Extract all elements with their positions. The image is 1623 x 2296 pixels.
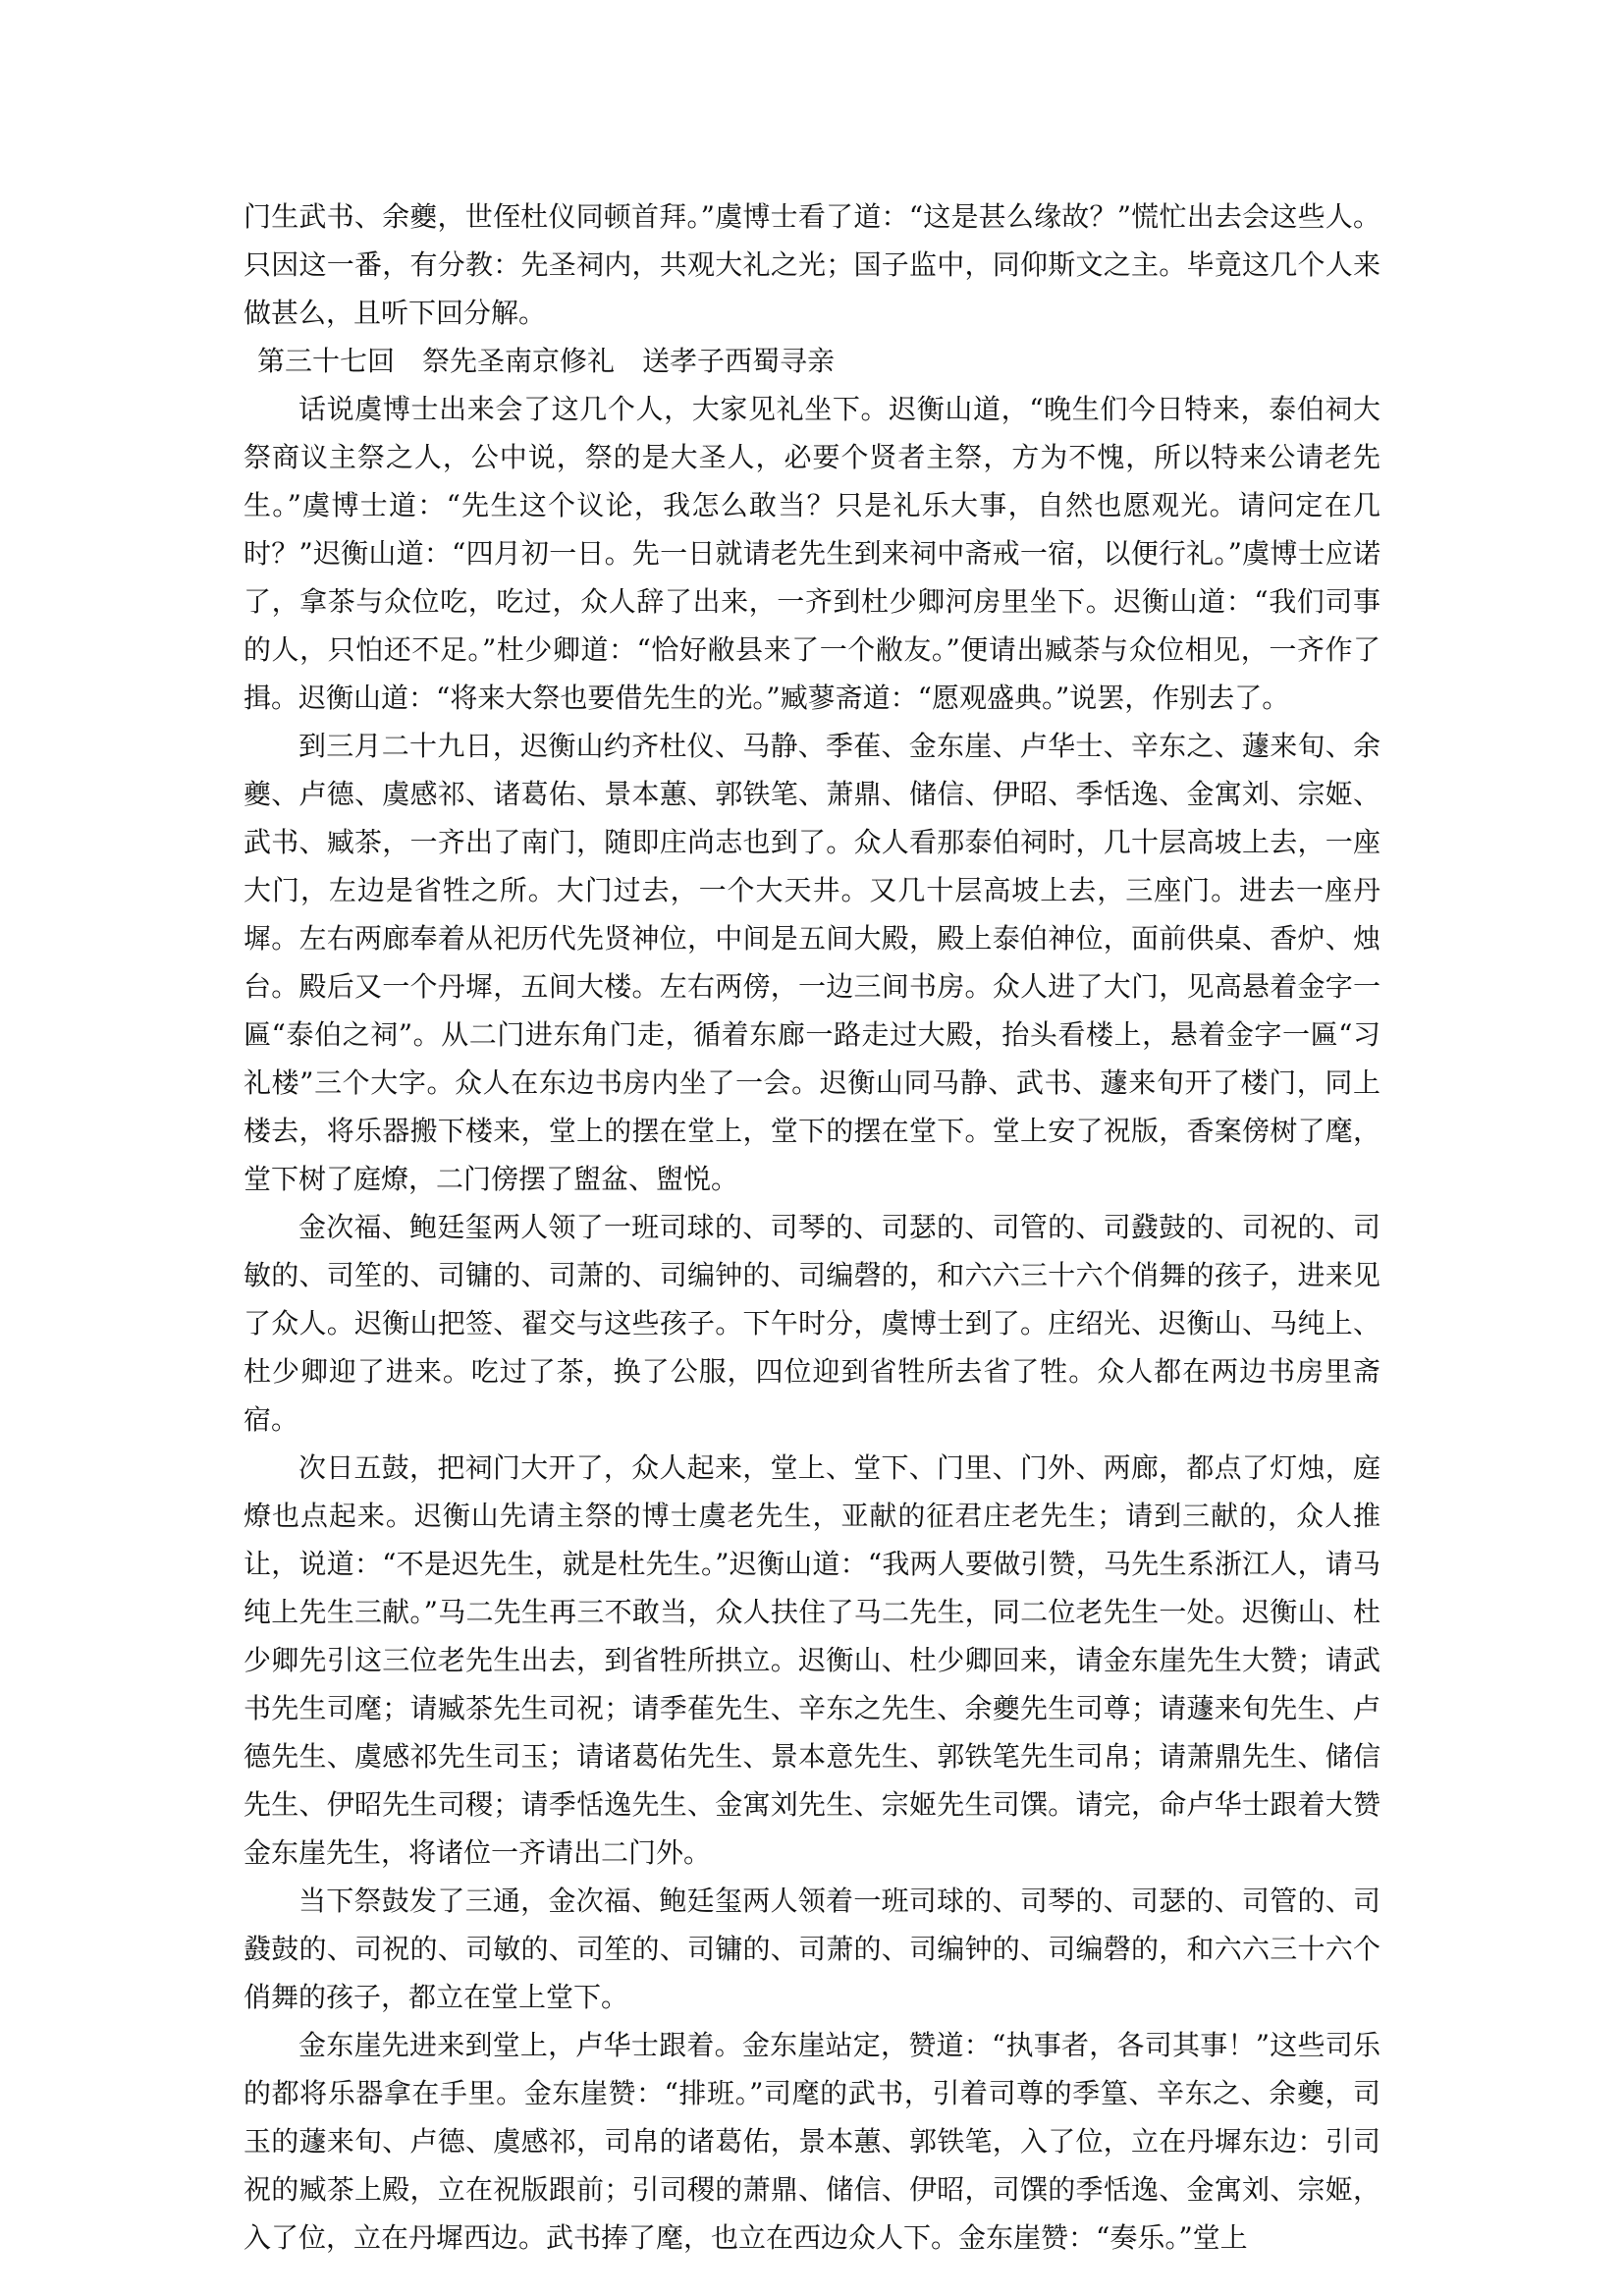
chapter-title: 第三十七回 祭先圣南京修礼 送孝子西蜀寻亲 bbox=[257, 345, 836, 377]
paragraph-drums: 当下祭鼓发了三通，金次福、鲍廷玺两人领着一班司球的、司琴的、司瑟的、司管的、司鼗鼓的、司祝的、司敏的、司笙的、司镛的、司萧的、司编钟的、司编磬的，和六六三十六个俏舞的孩子，都立在堂上堂下。 bbox=[243, 1885, 1380, 2013]
paragraph-invitation: 话说虞博士出来会了这几个人，大家见礼坐下。迟衡山道，“晚生们今日特来，泰伯祠大祭商议主祭之人，公中说，祭的是大圣人，必要个贤者主祭，方为不愧，所以特来公请老先生。”虞博士道：“先生这个议论，我怎么敢当？只是礼乐大事，自然也愿观光。请问定在几时？”迟衡山道：“四月初一日。先一日就请老先生到来祠中斋戒一宿，以便行礼。”虞博士应诺了，拿茶与众位吃，吃过，众人辞了出来，一齐到杜少卿河房里坐下。迟衡山道：“我们司事的人，只怕还不足。”杜少卿道：“恰好敝县来了一个敝友。”便请出臧荼与众位相见，一齐作了揖。迟衡山道：“将来大祭也要借先生的光。”臧蓼斋道：“愿观盛典。”说罢，作别去了。 bbox=[243, 393, 1380, 714]
paragraph-musicians-arrive: 金次福、鲍廷玺两人领了一班司球的、司琴的、司瑟的、司管的、司鼗鼓的、司祝的、司敏的、司笙的、司镛的、司萧的、司编钟的、司编磬的，和六六三十六个俏舞的孩子，进来见了众人。迟衡山把签、翟交与这些孩子。下午时分，虞博士到了。庄绍光、迟衡山、马纯上、杜少卿迎了进来。吃过了茶，换了公服，四位迎到省牲所去省了牲。众人都在两边书房里斋宿。 bbox=[243, 1211, 1380, 1436]
document-page bbox=[243, 192, 1380, 2262]
paragraph-assignments: 次日五鼓，把祠门大开了，众人起来，堂上、堂下、门里、门外、两廊，都点了灯烛，庭燎也点起来。迟衡山先请主祭的博士虞老先生，亚献的征君庄老先生；请到三献的，众人推让，说道：“不是迟先生，就是杜先生。”迟衡山道：“我两人要做引赞，马先生系浙江人，请马纯上先生三献。”马二先生再三不敢当，众人扶住了马二先生，同二位老先生一处。迟衡山、杜少卿先引这三位老先生出去，到省牲所拱立。迟衡山、杜少卿回来，请金东崖先生大赞；请武书先生司麾；请臧茶先生司祝；请季萑先生、辛东之先生、余夔先生司尊；请蘧来旬先生、卢德先生、虞感祁先生司玉；请诸葛佑先生、景本意先生、郭铁笔先生司帛；请萧鼎先生、储信先生、伊昭先生司稷；请季恬逸先生、金寓刘先生、宗姬先生司馔。请完，命卢华士跟着大赞金东崖先生，将诸位一齐请出二门外。 bbox=[243, 1451, 1380, 1869]
paragraph-chapter-ending: 门生武书、余夔，世侄杜仪同顿首拜。”虞博士看了道：“这是甚么缘故？”慌忙出去会这些人。只因这一番，有分教：先圣祠内，共观大礼之光；国子监中，同仰斯文之主。毕竟这几个人来做甚么，且听下回分解。 bbox=[243, 200, 1380, 329]
paragraph-ceremony-begins: 金东崖先进来到堂上，卢华士跟着。金东崖站定，赞道：“执事者，各司其事！”这些司乐的都将乐器拿在手里。金东崖赞：“排班。”司麾的武书，引着司尊的季篁、辛东之、余夔，司玉的蘧来旬、卢德、虞感祁，司帛的诸葛佑，景本蕙、郭铁笔，入了位，立在丹墀东边：引司祝的臧茶上殿，立在祝版跟前；引司稷的萧鼎、储信、伊昭，司馔的季恬逸、金寓刘、宗姬，入了位，立在丹墀西边。武书捧了麾，也立在西边众人下。金东崖赞：“奏乐。”堂上 bbox=[243, 2029, 1380, 2254]
paragraph-temple-description: 到三月二十九日，迟衡山约齐杜仪、马静、季萑、金东崖、卢华士、辛东之、蘧来旬、余夔、卢德、虞感祁、诸葛佑、景本蕙、郭铁笔、萧鼎、储信、伊昭、季恬逸、金寓刘、宗姬、武书、臧茶，一齐出了南门，随即庄尚志也到了。众人看那泰伯祠时，几十层高坡上去，一座大门，左边是省牲之所。大门过去，一个大天井。又几十层高坡上去，三座门。进去一座丹墀。左右两廊奉着从祀历代先贤神位，中间是五间大殿，殿上泰伯神位，面前供桌、香炉、烛台。殿后又一个丹墀，五间大楼。左右两傍，一边三间书房。众人进了大门，见高悬着金字一匾“泰伯之祠”。从二门进东角门走，循着东廊一路走过大殿，抬头看楼上，悬着金字一匾“习礼楼”三个大字。众人在东边书房内坐了一会。迟衡山同马静、武书、蘧来旬开了楼门，同上楼去，将乐器搬下楼来，堂上的摆在堂上，堂下的摆在堂下。堂上安了祝版，香案傍树了麾，堂下树了庭燎，二门傍摆了盥盆、盥悦。 bbox=[243, 730, 1380, 1195]
